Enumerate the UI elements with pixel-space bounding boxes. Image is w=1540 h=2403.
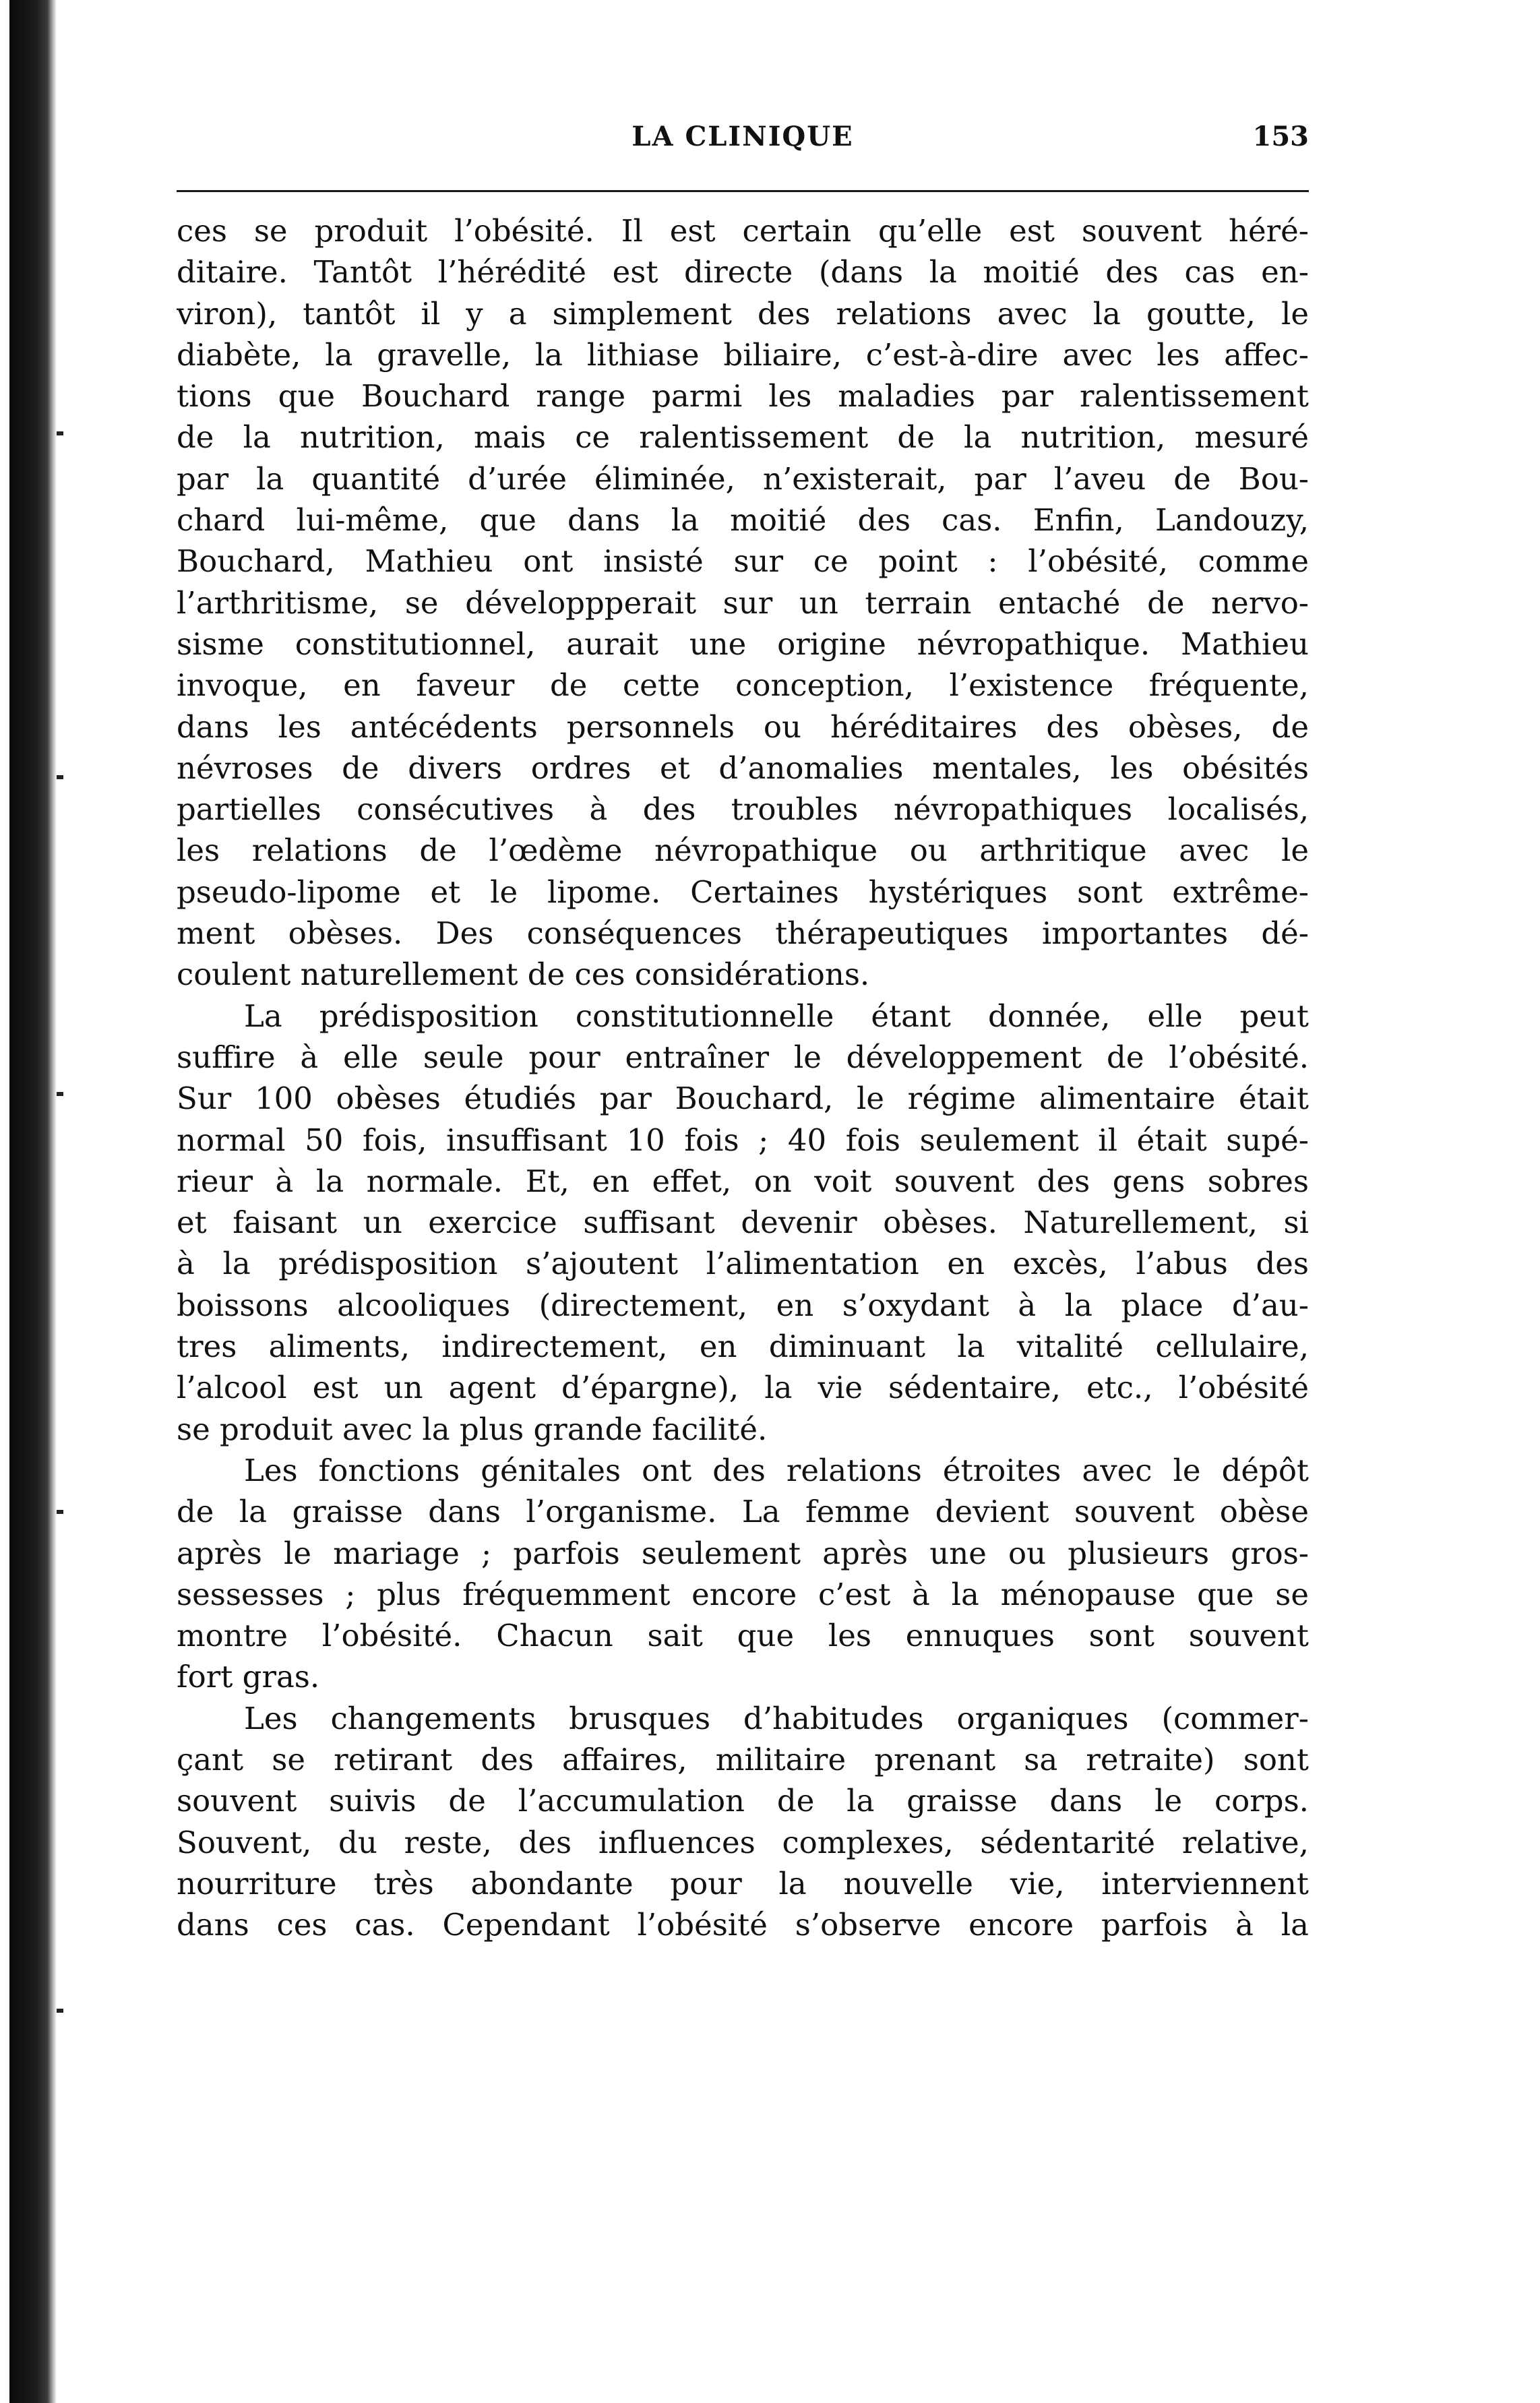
text-line: suffire à elle seule pour entraîner le développement de l’obésité.	[177, 1039, 1309, 1075]
text-line: coulent naturellement de ces considérations.	[177, 956, 870, 993]
text-line: par la quantité d’urée éliminée, n’existerait, par l’aveu de Bou-	[177, 460, 1309, 497]
text-line: et faisant un exercice suffisant devenir obèses. Naturellement, si	[177, 1205, 1309, 1241]
book-spine-shadow	[9, 0, 57, 2403]
text-line: sisme constitutionnel, aurait une origine névropathique. Mathieu	[177, 626, 1309, 662]
text-line: de la graisse dans l’organisme. La femme devient souvent obèse	[177, 1494, 1309, 1530]
text-line: ditaire. Tantôt l’hérédité est directe (dans la moitié des cas en-	[177, 254, 1309, 291]
text-line: ces se produit l’obésité. Il est certain qu’elle est souvent héré-	[177, 213, 1309, 249]
text-line: les relations de l’œdème névropathique ou arthritique avec le	[177, 832, 1309, 869]
text-line: rieur à la normale. Et, en effet, on voit souvent des gens sobres	[177, 1163, 1309, 1199]
text-line: l’arthritisme, se développperait sur un terrain entaché de nervo-	[177, 584, 1309, 621]
text-line: diabète, la gravelle, la lithiase biliaire, c’est-à-dire avec les affec-	[177, 336, 1309, 373]
text-line: de la nutrition, mais ce ralentissement de la nutrition, mesuré	[177, 419, 1309, 456]
paragraph	[177, 1450, 1309, 1698]
text-line: tres aliments, indirectement, en diminuant la vitalité cellulaire,	[177, 1329, 1309, 1365]
text-line: Bouchard, Mathieu ont insisté sur ce point : l’obésité, comme	[177, 543, 1309, 580]
paragraph	[177, 1698, 1309, 1946]
text-line: après le mariage ; parfois seulement après une ou plusieurs gros-	[177, 1535, 1309, 1571]
text-line: viron), tantôt il y a simplement des relations avec la goutte, le	[177, 295, 1309, 332]
text-line: fort gras.	[177, 1659, 320, 1695]
page-header	[177, 111, 1309, 158]
text-line: chard lui-même, que dans la moitié des cas. Enfin, Landouzy,	[177, 502, 1309, 539]
text-line: se produit avec la plus grande facilité.	[177, 1411, 768, 1447]
text-line: sessesses ; plus fréquemment encore c’est à la ménopause que se	[177, 1576, 1309, 1612]
text-line: dans ces cas. Cependant l’obésité s’observe encore parfois à la	[177, 1907, 1309, 1943]
text-line: normal 50 fois, insuffisant 10 fois ; 40 fois seulement il était supé-	[177, 1122, 1309, 1158]
binding-mark	[57, 775, 63, 779]
binding-mark	[57, 2009, 63, 2013]
body-text	[177, 210, 1309, 1945]
text-line: montre l’obésité. Chacun sait que les ennuques sont souvent	[177, 1618, 1309, 1654]
header-rule	[177, 190, 1309, 192]
text-line: çant se retirant des affaires, militaire prenant sa retraite) sont	[177, 1741, 1309, 1777]
text-line: La prédisposition constitutionnelle étant donnée, elle peut	[244, 998, 1309, 1034]
text-line: Sur 100 obèses étudiés par Bouchard, le régime alimentaire était	[177, 1081, 1309, 1117]
text-line: Les fonctions génitales ont des relations étroites avec le dépôt	[244, 1452, 1309, 1488]
text-line: dans les antécédents personnels ou héréditaires des obèses, de	[177, 708, 1309, 745]
text-line: à la prédisposition s’ajoutent l’alimentation en excès, l’abus des	[177, 1246, 1309, 1282]
paragraph	[177, 210, 1309, 996]
paragraph	[177, 996, 1309, 1450]
text-line: tions que Bouchard range parmi les maladies par ralentissement	[177, 378, 1309, 415]
text-line: ment obèses. Des conséquences thérapeutiques importantes dé-	[177, 915, 1309, 952]
text-line: Les changements brusques d’habitudes organiques (commer-	[244, 1700, 1309, 1736]
text-line: névroses de divers ordres et d’anomalies mentales, les obésités	[177, 750, 1309, 786]
running-title: LA CLINIQUE	[632, 121, 854, 152]
text-line: souvent suivis de l’accumulation de la graisse dans le corps.	[177, 1783, 1309, 1819]
page-number: 153	[1252, 121, 1309, 152]
binding-mark	[57, 1092, 63, 1096]
text-line: boissons alcooliques (directement, en s’oxydant à la place d’au-	[177, 1287, 1309, 1323]
text-line: nourriture très abondante pour la nouvelle vie, interviennent	[177, 1865, 1309, 1902]
text-line: Souvent, du reste, des influences complexes, sédentarité relative,	[177, 1824, 1309, 1860]
text-line: partielles consécutives à des troubles névropathiques localisés,	[177, 791, 1309, 828]
text-line: invoque, en faveur de cette conception, l’existence fréquente,	[177, 667, 1309, 704]
binding-mark	[57, 1510, 63, 1514]
text-line: pseudo-lipome et le lipome. Certaines hystériques sont extrême-	[177, 874, 1309, 910]
text-line: l’alcool est un agent d’épargne), la vie sédentaire, etc., l’obésité	[177, 1370, 1309, 1406]
binding-mark	[57, 431, 63, 435]
